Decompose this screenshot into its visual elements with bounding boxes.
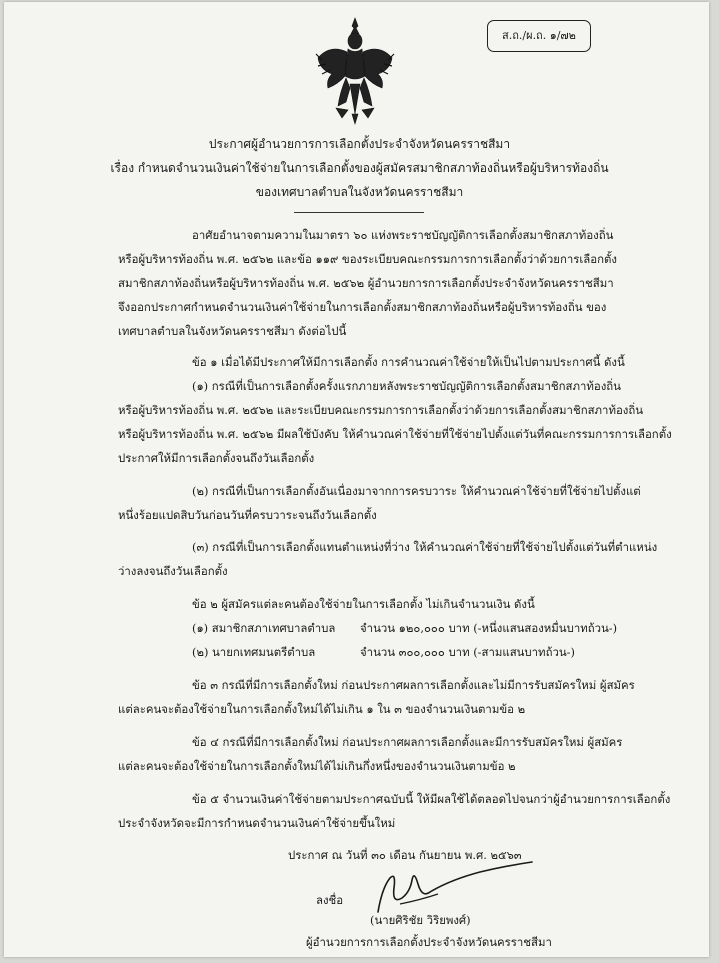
document-code-badge: ส.ถ./ผ.ถ. ๑/๗๒ xyxy=(487,20,591,52)
clause-1-1-line-2: หรือผู้บริหารท้องถิ่น พ.ศ. ๒๕๖๒ และระเบียบคณะกรรมการการเลือกตั้งว่าด้วยการเลือกตั้งสมาชิกสภาท้องถิ่น xyxy=(118,403,644,417)
intro-line-3: สมาชิกสภาท้องถิ่นหรือผู้บริหารท้องถิ่น พ.ศ. ๒๕๖๒ ผู้อำนวยการการเลือกตั้งประจำจังหวัดนครราชสีมา xyxy=(118,276,614,290)
announcement-title: ประกาศผู้อำนวยการการเลือกตั้งประจำจังหวัดนครราชสีมา xyxy=(208,137,511,151)
intro-line-2: หรือผู้บริหารท้องถิ่น พ.ศ. ๒๕๖๒ และข้อ ๑๑๙ ของระเบียบคณะกรรมการการเลือกตั้งว่าด้วยการเลือกตั้ง xyxy=(118,252,617,266)
announcement-subject: เรื่อง กำหนดจำนวนเงินค่าใช้จ่ายในการเลือกตั้งของผู้สมัครสมาชิกสภาท้องถิ่นหรือผู้บริหารท้องถิ่น xyxy=(110,161,609,175)
clause-5-line-2: ประจำจังหวัดจะมีการกำหนดจำนวนเงินค่าใช้จ่ายขึ้นใหม่ xyxy=(118,816,396,830)
clause-4-line-1: ข้อ ๔ กรณีที่มีการเลือกตั้งใหม่ ก่อนประกาศผลการเลือกตั้งและมีการรับสมัครใหม่ ผู้สมัคร xyxy=(192,735,623,749)
announcement-date: ประกาศ ณ วันที่ ๓๐ เดือน กันยายน พ.ศ. ๒๕๖๓ xyxy=(288,848,522,862)
limit-label-mayor: (๒) นายกเทศมนตรีตำบล xyxy=(192,645,316,659)
clause-1-3-line-1: (๓) กรณีที่เป็นการเลือกตั้งแทนตำแหน่งที่ว่าง ให้คำนวณค่าใช้จ่ายที่ใช้จ่ายไปตั้งแต่วันที่ตำแหน่ง xyxy=(192,540,658,554)
limit-amount-mayor: จำนวน ๓๐๐,๐๐๐ บาท (-สามแสนบาทถ้วน-) xyxy=(360,645,575,659)
clause-1-3-line-2: ว่างลงจนถึงวันเลือกตั้ง xyxy=(118,564,228,578)
sign-label: ลงชื่อ xyxy=(316,893,344,907)
clause-1-1-line-3: หรือผู้บริหารท้องถิ่น พ.ศ. ๒๕๖๒ มีผลใช้บังคับ ให้คำนวณค่าใช้จ่ายที่ใช้จ่ายไปตั้งแต่วันที่คณะกรรมการการเลือกตั้ง xyxy=(118,427,672,441)
intro-line-4: จึงออกประกาศกำหนดจำนวนเงินค่าใช้จ่ายในการเลือกตั้งสมาชิกสภาท้องถิ่นหรือผู้บริหารท้องถิ่น ของ xyxy=(118,300,607,314)
clause-1-2-line-2: หนึ่งร้อยแปดสิบวันก่อนวันที่ครบวาระจนถึงวันเลือกตั้ง xyxy=(118,508,377,522)
clause-3-line-1: ข้อ ๓ กรณีที่มีการเลือกตั้งใหม่ ก่อนประกาศผลการเลือกตั้งและไม่มีการรับสมัครใหม่ ผู้สมัคร xyxy=(192,678,635,692)
limit-label-council: (๑) สมาชิกสภาเทศบาลตำบล xyxy=(192,621,336,635)
clause-3-line-2: แต่ละคนจะต้องใช้จ่ายในการเลือกตั้งใหม่ได้ไม่เกิน ๑ ใน ๓ ของจำนวนเงินตามข้อ ๒ xyxy=(118,702,526,716)
clause-1-2-line-1: (๒) กรณีที่เป็นการเลือกตั้งอันเนื่องมาจากการครบวาระ ให้คำนวณค่าใช้จ่ายที่ใช้จ่ายไปตั้งแต่ xyxy=(192,484,641,498)
garuda-emblem-icon xyxy=(312,14,398,126)
signer-name: (นายศิริชัย วิริยพงศ์) xyxy=(370,913,471,927)
announcement-subject-cont: ของเทศบาลตำบลในจังหวัดนครราชสีมา xyxy=(255,185,464,199)
signature-mark xyxy=(360,858,540,918)
clause-1-1-line-1: (๑) กรณีที่เป็นการเลือกตั้งครั้งแรกภายหลังพระราชบัญญัติการเลือกตั้งสมาชิกสภาท้องถิ่น xyxy=(192,379,621,393)
limit-amount-council: จำนวน ๑๒๐,๐๐๐ บาท (-หนึ่งแสนสองหมื่นบาทถ้วน-) xyxy=(360,621,618,635)
intro-line-5: เทศบาลตำบลในจังหวัดนครราชสีมา ดังต่อไปนี้ xyxy=(118,324,347,338)
clause-1-1-line-4: ประกาศให้มีการเลือกตั้งจนถึงวันเลือกตั้ง xyxy=(118,451,315,465)
clause-5-line-1: ข้อ ๕ จำนวนเงินค่าใช้จ่ายตามประกาศฉบับนี้ ให้มีผลใช้ได้ตลอดไปจนกว่าผู้อำนวยการการเลือกตั้ง xyxy=(192,792,671,806)
intro-line-1: อาศัยอำนาจตามความในมาตรา ๖๐ แห่งพระราชบัญญัติการเลือกตั้งสมาชิกสภาท้องถิ่น xyxy=(192,228,614,242)
clause-4-line-2: แต่ละคนจะต้องใช้จ่ายในการเลือกตั้งใหม่ได้ไม่เกินกึ่งหนึ่งของจำนวนเงินตามข้อ ๒ xyxy=(118,759,516,773)
title-divider xyxy=(294,212,424,213)
signer-title: ผู้อำนวยการการเลือกตั้งประจำจังหวัดนครราชสีมา xyxy=(306,935,552,949)
clause-1: ข้อ ๑ เมื่อได้มีประกาศให้มีการเลือกตั้ง การคำนวณค่าใช้จ่ายให้เป็นไปตามประกาศนี้ ดังนี้ xyxy=(192,355,625,369)
clause-2: ข้อ ๒ ผู้สมัครแต่ละคนต้องใช้จ่ายในการเลือกตั้ง ไม่เกินจำนวนเงิน ดังนี้ xyxy=(192,597,535,611)
